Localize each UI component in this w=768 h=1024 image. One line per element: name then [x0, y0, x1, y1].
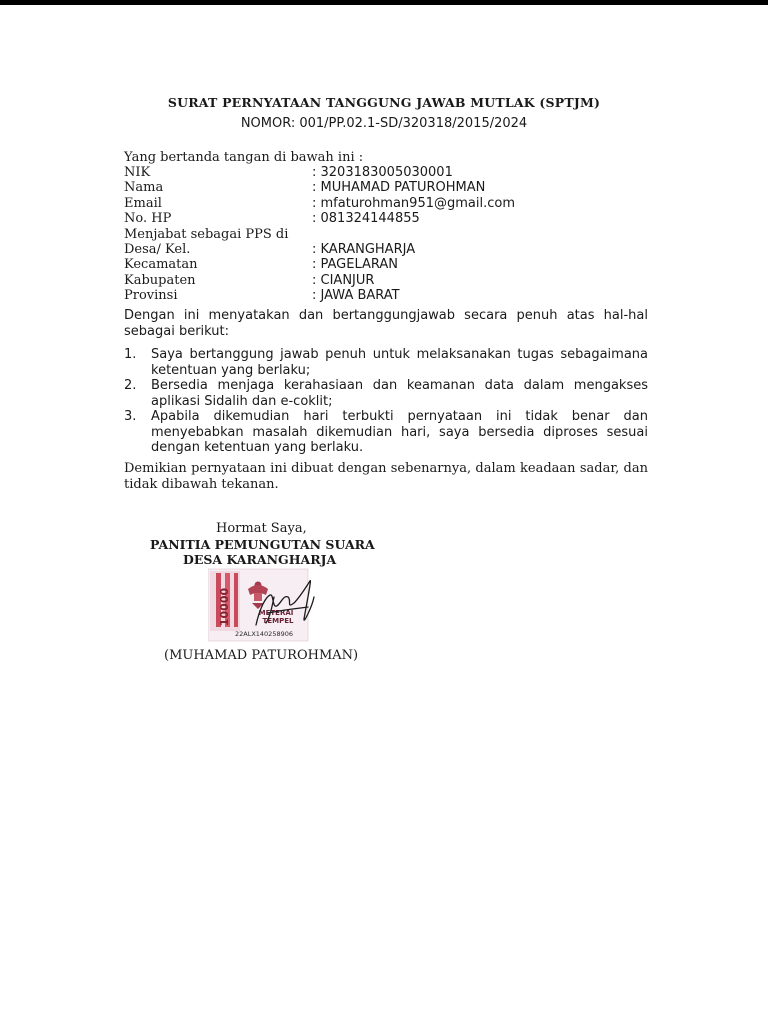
field-row-hp [124, 211, 515, 226]
field-label: Email [124, 195, 162, 211]
closing-paragraph: Demikian pernyataan ini dibuat dengan sebenarnya, dalam keadaan sadar, dan tidak dibawah tekanan. [124, 461, 648, 492]
field-value: : KARANGHARJA [312, 241, 416, 257]
field-value: : 081324144855 [312, 211, 420, 227]
statement-paragraph: Dengan ini menyatakan dan bertanggungjawab secara penuh atas hal-hal sebagai berikut: [124, 308, 648, 339]
list-item [124, 378, 648, 409]
field-label: NIK [124, 165, 151, 180]
field-value: : MUHAMAD PATUROHMAN [312, 180, 486, 196]
field-value: : JAWA BARAT [312, 288, 400, 304]
list-text: Apabila dikemudian hari terbukti pernyataan ini tidak benar dan menyebabkan masalah dikemudian hari, saya bersedia diproses sesuai dengan ketentuan yang berlaku. [151, 409, 648, 455]
field-row-desa [124, 242, 515, 257]
identity-fields [124, 165, 515, 304]
meterai-stamp-with-signature [208, 567, 318, 643]
list-number: 2. [124, 378, 137, 393]
field-label: No. HP [124, 211, 172, 227]
salutation: Hormat Saya, [216, 521, 307, 536]
field-label: Nama [124, 180, 164, 196]
stamp-serial: 22ALX140258906 [234, 630, 294, 638]
list-item [124, 409, 648, 456]
intro-line: Yang bertanda tangan di bawah ini : [124, 150, 364, 165]
field-row-nama [124, 180, 515, 195]
field-value: : mfaturohman951@gmail.com [312, 195, 515, 211]
field-row-nik [124, 165, 515, 180]
list-text: Saya bertanggung jawab penuh untuk melaksanakan tugas sebagaimana ketentuan yang berlaku; [151, 347, 648, 378]
position-text: Menjabat sebagai PPS di [124, 226, 289, 242]
list-item [124, 347, 648, 378]
field-label: Desa/ Kel. [124, 241, 191, 257]
position-line [124, 227, 515, 242]
stamp-label-line-1: METERAI [258, 609, 294, 617]
field-label: Provinsi [124, 288, 178, 304]
signatory-name: (MUHAMAD PATUROHMAN) [164, 648, 359, 663]
list-number: 3. [124, 409, 137, 424]
field-value: : CIANJUR [312, 272, 375, 288]
org-line-1: PANITIA PEMUNGUTAN SUARA [150, 537, 375, 552]
org-line-2: DESA KARANGHARJA [183, 552, 337, 567]
field-label: Kecamatan [124, 257, 198, 273]
field-value: : 3203183005030001 [312, 165, 453, 180]
stamp-value: 10000 [218, 587, 231, 627]
document-title: SURAT PERNYATAAN TANGGUNG JAWAB MUTLAK (SPTJM) [167, 95, 601, 110]
field-label: Kabupaten [124, 272, 196, 288]
field-row-provinsi [124, 288, 515, 303]
document-number: NOMOR: 001/PP.02.1-SD/320318/2015/2024 [240, 116, 528, 131]
field-row-kabupaten [124, 273, 515, 288]
field-row-email [124, 196, 515, 211]
field-value: : PAGELARAN [312, 257, 399, 273]
list-text: Bersedia menjaga kerahasiaan dan keamanan data dalam mengakses aplikasi Sidalih dan e-coklit; [151, 378, 648, 409]
list-number: 1. [124, 347, 137, 362]
stamp-label-line-2: TEMPEL [262, 617, 294, 625]
field-row-kecamatan [124, 257, 515, 272]
statement-list [124, 347, 648, 456]
